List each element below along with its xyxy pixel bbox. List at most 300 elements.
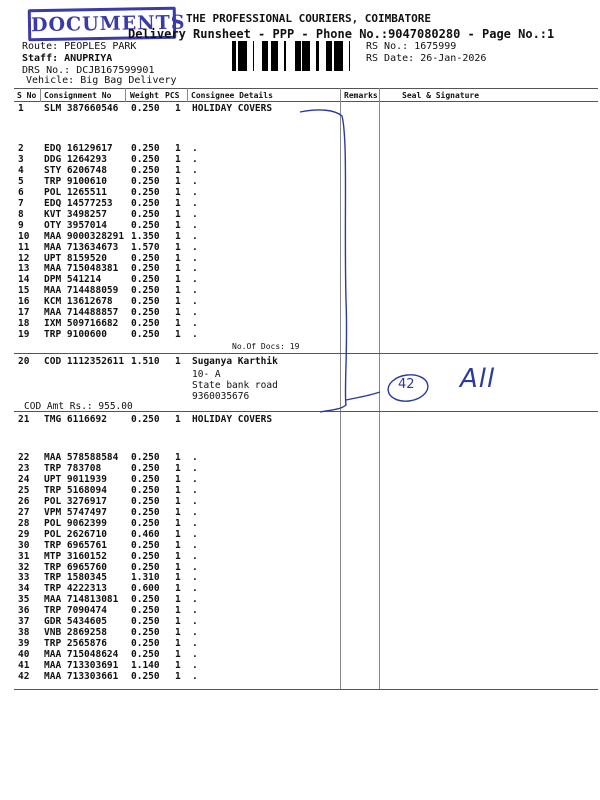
row-sno: 23 [18, 462, 30, 474]
row-detail: . [192, 528, 198, 540]
row-pcs: 1 [175, 616, 181, 628]
row-consignment: TRP 9100610 [44, 175, 107, 187]
col-header-seal: Seal & Signature [402, 91, 480, 100]
table-row [0, 485, 600, 496]
row-weight: 0.250 [131, 186, 160, 198]
drs-value: DCJB167599901 [76, 65, 155, 76]
row-pcs: 1 [175, 414, 181, 425]
table-row [0, 583, 600, 594]
cod-amount-value: 955.00 [98, 401, 133, 412]
row-detail: . [192, 208, 198, 220]
row-pcs: 1 [175, 473, 181, 485]
row-detail: . [192, 517, 198, 529]
row-sno: 12 [18, 252, 30, 264]
row-consignment: EDQ 14577253 [44, 197, 113, 209]
row-consignment: KVT 3498257 [44, 208, 107, 220]
row-sno: 26 [18, 495, 30, 507]
table-row [0, 605, 600, 616]
barcode-bar [331, 41, 332, 71]
row-pcs: 1 [175, 638, 181, 650]
row-consignment: GDR 5434605 [44, 616, 107, 628]
row-consignment: UPT 9011939 [44, 473, 107, 485]
row-weight: 0.250 [131, 274, 160, 286]
row-detail: . [192, 649, 198, 661]
table-row [0, 616, 600, 627]
row-detail: . [192, 594, 198, 606]
row-pcs: 1 [175, 550, 181, 562]
row-weight: 0.250 [131, 318, 160, 330]
barcode-bar [265, 41, 266, 71]
row-pcs: 1 [175, 285, 181, 297]
row-detail: . [192, 143, 198, 154]
rs-no-label: RS No.: [366, 41, 409, 52]
row-weight: 0.250 [131, 296, 160, 308]
row-consignment: TRP 6965761 [44, 539, 107, 551]
row-sno: 8 [18, 208, 24, 220]
row-weight: 0.250 [131, 506, 160, 518]
barcode-bar [302, 41, 304, 71]
row-weight: 0.600 [131, 583, 160, 595]
row-detail: . [192, 539, 198, 551]
row-weight: 1.350 [131, 230, 160, 242]
row-detail: . [192, 164, 198, 176]
row-sno: 16 [18, 296, 30, 308]
table-row [0, 474, 600, 485]
row-consignment: MAA 714488059 [44, 285, 119, 297]
row-weight: 0.460 [131, 528, 160, 540]
row-weight: 0.250 [131, 649, 160, 661]
table-row [0, 638, 600, 649]
row-sno: 7 [18, 197, 24, 209]
consignee-phone: 9360035676 [192, 391, 250, 402]
row-weight: 0.250 [131, 197, 160, 209]
barcode-bar [349, 41, 350, 71]
row-detail: . [192, 285, 198, 297]
col-header-remarks: Remarks [344, 91, 378, 100]
row-consignment: MAA 715048381 [44, 263, 119, 275]
barcode-bar [253, 41, 254, 71]
route-label: Route: [22, 41, 59, 52]
drs-label: DRS No.: [22, 65, 71, 76]
table-row [0, 496, 600, 507]
row-detail: . [192, 241, 198, 253]
row-weight: 0.250 [131, 539, 160, 551]
barcode-bar [274, 41, 277, 71]
table-row [0, 518, 600, 529]
row-pcs: 1 [175, 274, 181, 286]
row-sno: 5 [18, 175, 24, 187]
row-detail: . [192, 506, 198, 518]
row-sno: 6 [18, 186, 24, 198]
rs-date-line [366, 53, 486, 64]
row-detail: . [192, 605, 198, 617]
handwritten-count: 42 [398, 377, 415, 392]
row-consignment: EDQ 16129617 [44, 143, 113, 154]
row-weight: 0.250 [131, 164, 160, 176]
row-detail: . [192, 219, 198, 231]
row-detail: . [192, 252, 198, 264]
row-detail: . [192, 572, 198, 584]
row-pcs: 1 [175, 660, 181, 672]
row-consignment: UPT 8159520 [44, 252, 107, 264]
rs-date-label: RS Date: [366, 53, 415, 64]
col-header-weight: Weight [130, 91, 159, 100]
barcode-bar [296, 41, 298, 71]
col-header-consignee: Consignee Details [191, 91, 273, 100]
row-weight: 0.250 [131, 103, 160, 114]
row-consignment: DPM 541214 [44, 274, 102, 286]
row-detail: . [192, 186, 198, 198]
row-consignment: TRP 783708 [44, 462, 102, 474]
row-consignment: TRP 7090474 [44, 605, 107, 617]
table-row [0, 507, 600, 518]
barcode-bar [295, 41, 296, 71]
row-consignment: MAA 578588584 [44, 452, 119, 463]
company-title: THE PROFESSIONAL COURIERS, COIMBATORE [186, 12, 432, 25]
row-sno: 11 [18, 241, 30, 253]
row-sno: 30 [18, 539, 30, 551]
row-pcs: 1 [175, 671, 181, 682]
row-consignment: VNB 2869258 [44, 627, 107, 639]
row-sno: 41 [18, 660, 30, 672]
row-consignment: DDG 1264293 [44, 153, 107, 165]
rs-no-line [366, 41, 456, 52]
row-weight: 0.250 [131, 627, 160, 639]
row-pcs: 1 [175, 230, 181, 242]
row-detail: . [192, 561, 198, 573]
barcode-bar [328, 41, 331, 71]
row-sno: 32 [18, 561, 30, 573]
row-sno: 40 [18, 649, 30, 661]
barcode-bar [308, 41, 310, 71]
row-detail: . [192, 550, 198, 562]
row-pcs: 1 [175, 252, 181, 264]
row-weight: 0.250 [131, 329, 160, 341]
barcode-bar [235, 41, 236, 71]
row-pcs: 1 [175, 143, 181, 154]
row-weight: 0.250 [131, 605, 160, 617]
row-detail: . [192, 175, 198, 187]
table-row [0, 660, 600, 671]
row-weight: 1.310 [131, 572, 160, 584]
row-pcs: 1 [175, 318, 181, 330]
table-row [0, 594, 600, 605]
row-sno: 39 [18, 638, 30, 650]
row-detail: . [192, 197, 198, 209]
staff-line [22, 53, 112, 64]
consignee-address-2: State bank road [192, 380, 278, 391]
row-pcs: 1 [175, 296, 181, 308]
barcode-bar [271, 41, 272, 71]
row-weight: 0.250 [131, 175, 160, 187]
barcode-bar [266, 41, 268, 71]
row-weight: 0.250 [131, 517, 160, 529]
row-pcs: 1 [175, 241, 181, 253]
handwritten-signature: All [460, 364, 496, 394]
row-detail: . [192, 638, 198, 650]
row-weight: 0.250 [131, 307, 160, 319]
row-sno: 33 [18, 572, 30, 584]
col-header-consignment: Consignment No [44, 91, 112, 100]
row-detail: . [192, 318, 198, 330]
consignee-name: Suganya Karthik [192, 356, 278, 367]
row-detail: . [192, 473, 198, 485]
row-weight: 0.250 [131, 252, 160, 264]
barcode-bar [241, 41, 242, 71]
row-weight: 0.250 [131, 153, 160, 165]
row-weight: 0.250 [131, 143, 160, 154]
row-sno: 35 [18, 594, 30, 606]
row-sno: 38 [18, 627, 30, 639]
row-pcs: 1 [175, 197, 181, 209]
row-weight: 0.250 [131, 263, 160, 275]
no-of-docs: No.Of Docs: 19 [232, 342, 300, 351]
row-detail: . [192, 329, 198, 341]
row-weight: 0.250 [131, 452, 160, 463]
row-consignment: POL 1265511 [44, 186, 107, 198]
row-detail: . [192, 462, 198, 474]
row-consignment: VPM 5747497 [44, 506, 107, 518]
barcode-bar [244, 41, 247, 71]
row-weight: 0.250 [131, 208, 160, 220]
row-consignment: MTP 3160152 [44, 550, 107, 562]
row-detail: . [192, 263, 198, 275]
barcode-bar [238, 41, 241, 71]
row-pcs: 1 [175, 528, 181, 540]
table-row [0, 529, 600, 540]
row-sno: 27 [18, 506, 30, 518]
barcode-bar [284, 41, 286, 71]
row-detail: . [192, 274, 198, 286]
row-detail: . [192, 452, 198, 463]
row-consignment: MAA 713303661 [44, 671, 119, 682]
staff-value: ANUPRIYA [64, 53, 113, 64]
row-consignment: MAA 715048624 [44, 649, 119, 661]
row-pcs: 1 [175, 263, 181, 275]
runsheet-subtitle: Delivery Runsheet - PPP - Phone No.:9047080280 - Page No.:1 [128, 27, 555, 41]
row-pcs: 1 [175, 329, 181, 341]
row-consignment: TRP 1580345 [44, 572, 107, 584]
row-sno: 4 [18, 164, 24, 176]
row-detail: . [192, 230, 198, 242]
row-weight: 1.140 [131, 660, 160, 672]
row-sno: 31 [18, 550, 30, 562]
row-pcs: 1 [175, 517, 181, 529]
col-divider [125, 88, 126, 102]
row-sno: 24 [18, 473, 30, 485]
barcode-bar [338, 41, 340, 71]
row-sno: 9 [18, 219, 24, 231]
row-sno: 19 [18, 329, 30, 341]
row-weight: 0.250 [131, 671, 160, 682]
row-consignment: TRP 6965760 [44, 561, 107, 573]
col-header-pcs: PCS [165, 91, 180, 100]
row-sno: 15 [18, 285, 30, 297]
row-pcs: 1 [175, 175, 181, 187]
row-consignment: MAA 713303691 [44, 660, 119, 672]
row-pcs: 1 [175, 561, 181, 573]
barcode-bar [340, 41, 343, 71]
col-divider [187, 88, 188, 102]
row-consignment: TRP 9100600 [44, 329, 107, 341]
vehicle-value: Big Bag Delivery [80, 75, 177, 86]
row-weight: 1.570 [131, 241, 160, 253]
row-detail: . [192, 153, 198, 165]
row-weight: 1.510 [131, 356, 160, 367]
row-consignment: MAA 714488857 [44, 307, 119, 319]
row-pcs: 1 [175, 506, 181, 518]
barcode-bar [242, 41, 244, 71]
col-divider [40, 88, 41, 102]
barcode-bar [337, 41, 338, 71]
row-consignment: IXM 509716682 [44, 318, 119, 330]
barcode-bar [272, 41, 274, 71]
table-top-border [14, 88, 598, 89]
row-sno: 34 [18, 583, 30, 595]
row-weight: 0.250 [131, 414, 160, 425]
row-pcs: 1 [175, 594, 181, 606]
table-row [0, 562, 600, 573]
row-consignment: OTY 3957014 [44, 219, 107, 231]
row-pcs: 1 [175, 495, 181, 507]
row-sno: 22 [18, 452, 30, 463]
row-detail: . [192, 307, 198, 319]
barcode-bar [326, 41, 328, 71]
row-consignment: POL 2626710 [44, 528, 107, 540]
row-consignment: POL 9062399 [44, 517, 107, 529]
documents-stamp: DOCUMENTS [28, 7, 177, 42]
row-detail: . [192, 484, 198, 496]
barcode-bar [232, 41, 235, 71]
row-consignment: SLM 387660546 [44, 103, 119, 114]
row-weight: 0.250 [131, 594, 160, 606]
row-consignment: MAA 713634673 [44, 241, 119, 253]
row-detail: . [192, 296, 198, 308]
row-pcs: 1 [175, 186, 181, 198]
row-weight: 0.250 [131, 550, 160, 562]
consignee-address-1: 10- A [192, 369, 221, 380]
barcode-bar [277, 41, 278, 71]
row-pcs: 1 [175, 484, 181, 496]
rs-date-value: 26-Jan-2026 [420, 53, 487, 64]
col-header-sno: S No [17, 91, 37, 100]
vehicle-label: Vehicle: [26, 75, 75, 86]
row-pcs: 1 [175, 572, 181, 584]
row-sno: 36 [18, 605, 30, 617]
rs-no-value: 1675999 [414, 41, 457, 52]
table-row [0, 671, 600, 682]
table-bottom-border [14, 689, 598, 690]
row-sno: 25 [18, 484, 30, 496]
row-weight: 0.250 [131, 473, 160, 485]
row-weight: 0.250 [131, 219, 160, 231]
row-detail: . [192, 627, 198, 639]
row-weight: 0.250 [131, 616, 160, 628]
row-sno: 29 [18, 528, 30, 540]
row-pcs: 1 [175, 627, 181, 639]
route-line [22, 41, 136, 52]
row-consignment: POL 3276917 [44, 495, 107, 507]
row-sno: 1 [18, 103, 24, 114]
barcode-bar [316, 41, 319, 71]
row-weight: 0.250 [131, 285, 160, 297]
table-row [0, 572, 600, 583]
row-consignment: KCM 13612678 [44, 296, 113, 308]
row-pcs: 1 [175, 164, 181, 176]
row-sno: 21 [18, 414, 30, 425]
row-pcs: 1 [175, 462, 181, 474]
route-value: PEOPLES PARK [64, 41, 137, 52]
barcode [232, 41, 360, 71]
row-weight: 0.250 [131, 484, 160, 496]
table-row [0, 540, 600, 551]
row-detail: . [192, 583, 198, 595]
row-consignment: COD 1112352611 [44, 356, 125, 367]
row-sno: 37 [18, 616, 30, 628]
row-detail: HOLIDAY COVERS [192, 414, 273, 425]
barcode-bar [334, 41, 337, 71]
vehicle-line [26, 75, 177, 86]
table-row [0, 452, 600, 463]
row-consignment: STY 6206748 [44, 164, 107, 176]
row-pcs: 1 [175, 649, 181, 661]
barcode-bar [304, 41, 307, 71]
barcode-bar [307, 41, 308, 71]
row-pcs: 1 [175, 153, 181, 165]
row-detail: . [192, 495, 198, 507]
row-weight: 0.250 [131, 462, 160, 474]
row-weight: 0.250 [131, 561, 160, 573]
row-detail: . [192, 671, 198, 682]
row-pcs: 1 [175, 583, 181, 595]
row-sno: 3 [18, 153, 24, 165]
row-sno: 42 [18, 671, 30, 682]
row-consignment: MAA 9000328291 [44, 230, 125, 242]
row-sno: 13 [18, 263, 30, 275]
table-row [0, 551, 600, 562]
row-pcs: 1 [175, 539, 181, 551]
row-pcs: 1 [175, 356, 181, 367]
row-detail: . [192, 660, 198, 672]
row-pcs: 1 [175, 307, 181, 319]
row-consignment: TRP 4222313 [44, 583, 107, 595]
table-row [0, 649, 600, 660]
row-consignment: TRP 5168094 [44, 484, 107, 496]
row-consignment: TMG 6116692 [44, 414, 107, 425]
row-pcs: 1 [175, 452, 181, 463]
table-row [0, 627, 600, 638]
row-sno: 17 [18, 307, 30, 319]
row-pcs: 1 [175, 208, 181, 220]
barcode-bar [262, 41, 265, 71]
row-sno: 18 [18, 318, 30, 330]
row-sno: 10 [18, 230, 30, 242]
barcode-bar [298, 41, 301, 71]
row-sno: 20 [18, 356, 30, 367]
row-detail: . [192, 616, 198, 628]
staff-label: Staff: [22, 53, 59, 64]
row-sno: 14 [18, 274, 30, 286]
row-pcs: 1 [175, 103, 181, 114]
row-consignment: MAA 714813081 [44, 594, 119, 606]
table-row [0, 463, 600, 474]
row-pcs: 1 [175, 219, 181, 231]
row-weight: 0.250 [131, 638, 160, 650]
row-consignment: TRP 2565876 [44, 638, 107, 650]
cod-amount-label: COD Amt Rs.: [24, 401, 93, 412]
row-pcs: 1 [175, 605, 181, 617]
row-sno: 28 [18, 517, 30, 529]
